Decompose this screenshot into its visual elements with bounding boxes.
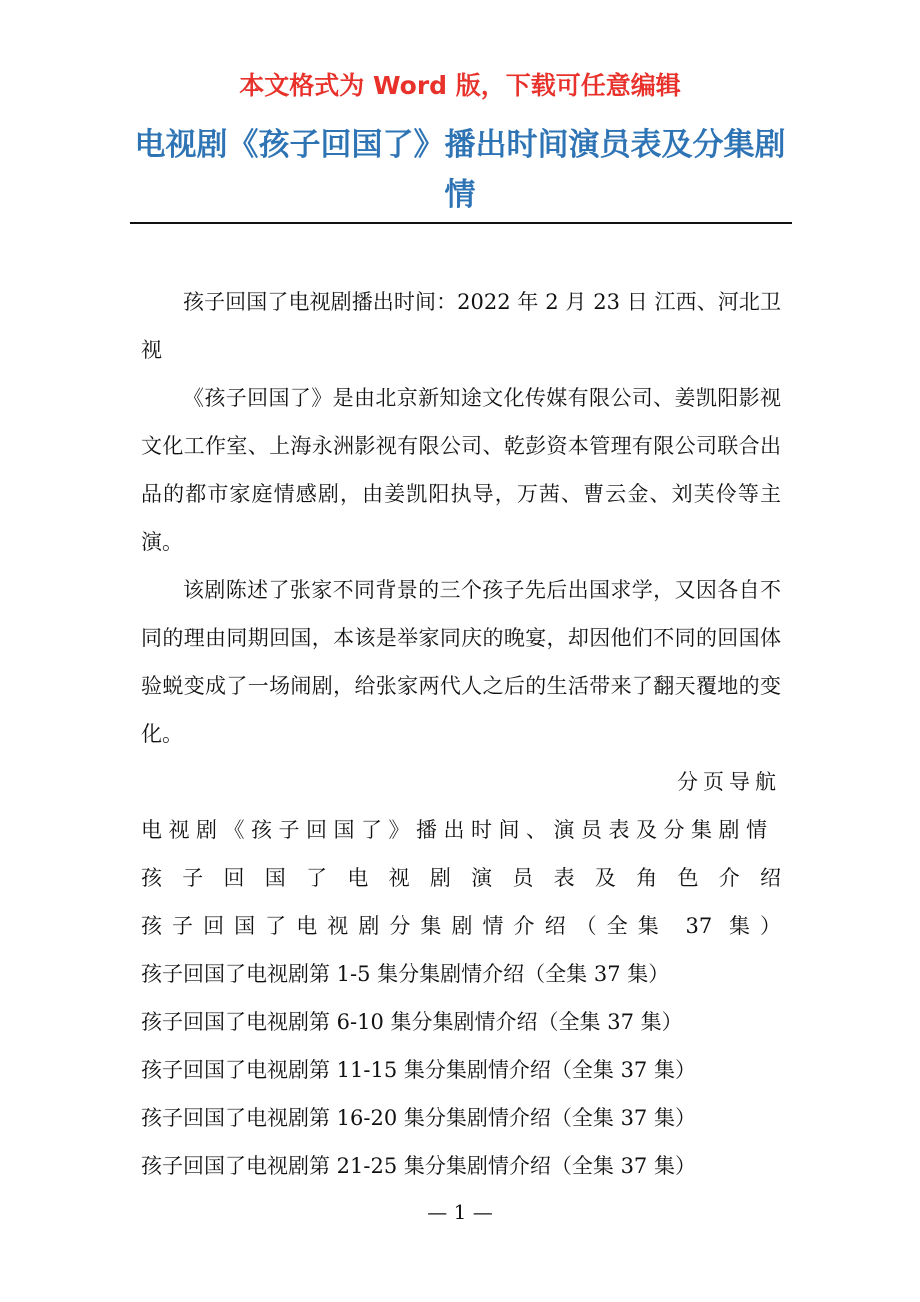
paragraph-production: 《孩子回国了》是由北京新知途文化传媒有限公司、姜凯阳影视文化工作室、上海永洲影视有限公司、乾彭资本管理有限公司联合出品的都市家庭情感剧，由姜凯阳执导，万茜、曹云金、刘芙伶等主演。 — [141, 386, 781, 554]
nav-link-episodes-all[interactable]: 孩子回国了电视剧分集剧情介绍（全集 37 集） — [141, 914, 781, 938]
title-divider — [130, 222, 792, 224]
nav-link-cast[interactable]: 孩子回国了电视剧演员表及角色介绍 — [141, 866, 781, 890]
nav-link-episodes-16-20[interactable]: 孩子回国了电视剧第 16-20 集分集剧情介绍（全集 37 集） — [141, 1106, 696, 1130]
page-nav-list — [141, 806, 781, 1190]
nav-link-episodes-1-5[interactable]: 孩子回国了电视剧第 1-5 集分集剧情介绍（全集 37 集） — [141, 962, 670, 986]
page-number: — 1 — — [427, 1200, 493, 1224]
nav-link-episodes-11-15[interactable]: 孩子回国了电视剧第 11-15 集分集剧情介绍（全集 37 集） — [141, 1058, 696, 1082]
paragraph-broadcast-time: 孩子回国了电视剧播出时间：2022 年 2 月 23 日 江西、河北卫视 — [141, 290, 781, 362]
edit-notice-banner: 本文格式为 Word 版，下载可任意编辑 — [239, 71, 681, 100]
page-nav-heading: 分页导航 — [677, 770, 781, 794]
nav-link-overview[interactable]: 电视剧《孩子回国了》播出时间、演员表及分集剧情 — [141, 818, 774, 842]
paragraph-synopsis: 该剧陈述了张家不同背景的三个孩子先后出国求学，又因各自不同的理由同期回国，本该是举家同庆的晚宴，却因他们不同的回国体验蜕变成了一场闹剧，给张家两代人之后的生活带来了翻天覆地的变化。 — [141, 578, 781, 746]
nav-link-episodes-21-25[interactable]: 孩子回国了电视剧第 21-25 集分集剧情介绍（全集 37 集） — [141, 1154, 696, 1178]
document-body — [141, 278, 781, 1190]
nav-link-episodes-6-10[interactable]: 孩子回国了电视剧第 6-10 集分集剧情介绍（全集 37 集） — [141, 1010, 683, 1034]
page-title: 电视剧《孩子回国了》播出时间演员表及分集剧情 — [134, 127, 786, 213]
